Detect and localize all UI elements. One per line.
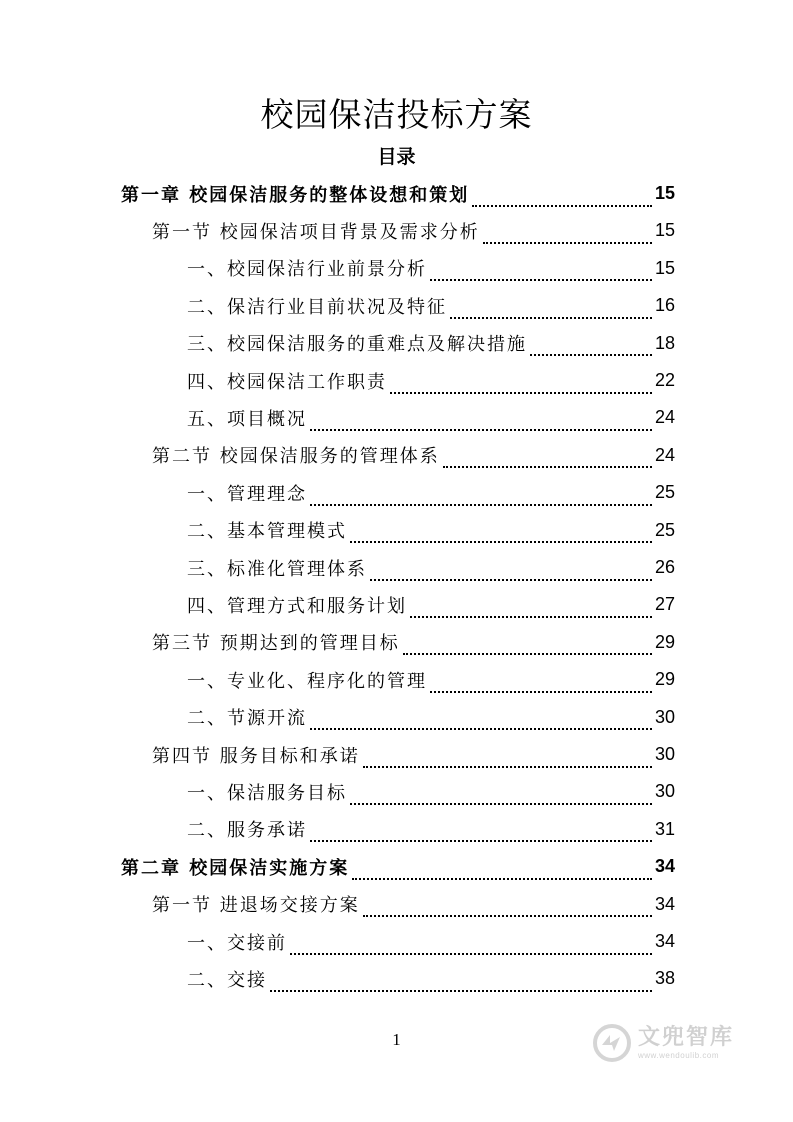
- toc-dot-leader: [430, 673, 652, 693]
- toc-entry-label: 五、项目概况: [187, 408, 307, 430]
- toc-entry-item[interactable]: [187, 586, 675, 623]
- page-title: 校园保洁投标方案: [260, 95, 533, 134]
- toc-dot-leader: [430, 261, 652, 281]
- toc-dot-leader: [310, 486, 652, 506]
- toc-entry-item[interactable]: [187, 399, 675, 436]
- toc-entry-label: 二、节源开流: [187, 708, 307, 730]
- toc-entry-page: 18: [654, 332, 675, 353]
- toc-entry-item[interactable]: [187, 250, 675, 287]
- toc-entry-label: 一、校园保洁行业前景分析: [187, 259, 427, 281]
- watermark: [592, 1018, 762, 1068]
- toc-dot-leader: [363, 897, 652, 917]
- toc-entry-chapter[interactable]: [121, 848, 675, 885]
- toc-entry-label: 二、保洁行业目前状况及特征: [187, 296, 447, 318]
- toc-entry-page: 34: [654, 931, 675, 951]
- toc-entry-label: 第二节 校园保洁服务的管理体系: [152, 446, 440, 468]
- toc-entry-item[interactable]: [187, 811, 675, 848]
- toc-entry-item[interactable]: [187, 325, 675, 362]
- toc-entry-label: 第二章 校园保洁实施方案: [121, 857, 350, 879]
- toc-entry-page: 16: [654, 295, 675, 316]
- toc-dot-leader: [483, 224, 652, 244]
- toc-entry-item[interactable]: [187, 923, 675, 960]
- toc-entry-page: 30: [654, 781, 675, 802]
- watermark-url: www.wendoulib.com: [638, 1051, 719, 1060]
- toc-entry-page: 24: [654, 407, 675, 428]
- toc-dot-leader: [443, 448, 652, 468]
- toc-entry-label: 第三节 预期达到的管理目标: [152, 633, 400, 655]
- toc-entry-section[interactable]: [152, 212, 675, 249]
- toc-entry-chapter[interactable]: [121, 175, 675, 212]
- toc-entry-page: 22: [654, 370, 675, 390]
- toc-entry-label: 第一节 校园保洁项目背景及需求分析: [152, 221, 480, 243]
- toc-dot-leader: [350, 523, 652, 543]
- toc-entry-label: 二、服务承诺: [187, 820, 307, 842]
- toc-entry-page: 25: [654, 519, 675, 540]
- toc-entry-label: 二、交接: [187, 969, 267, 991]
- toc-heading: 目录: [377, 146, 416, 168]
- toc-entry-page: 30: [654, 744, 675, 764]
- toc-entry-label: 三、校园保洁服务的重难点及解决措施: [187, 334, 527, 356]
- toc-entry-page: 29: [654, 631, 675, 652]
- toc-entry-page: 38: [654, 968, 675, 989]
- toc-dot-leader: [350, 785, 652, 805]
- toc-entry-page: 34: [654, 856, 675, 877]
- toc-entry-label: 第一节 进退场交接方案: [152, 895, 360, 917]
- toc-entry-section[interactable]: [152, 886, 675, 923]
- toc-dot-leader: [410, 598, 652, 618]
- toc-entry-page: 15: [654, 257, 675, 278]
- toc-entry-item[interactable]: [187, 661, 675, 698]
- toc-entry-label: 第一章 校园保洁服务的整体设想和策划: [121, 184, 470, 206]
- wendou-logo-icon: [592, 1023, 632, 1063]
- toc-entry-label: 四、校园保洁工作职责: [187, 371, 387, 393]
- watermark-name: 文兜智库: [638, 1025, 735, 1050]
- toc-entry-label: 一、交接前: [187, 932, 287, 954]
- toc-entry-item[interactable]: [187, 362, 675, 399]
- toc-entry-page: 30: [654, 706, 675, 727]
- toc-dot-leader: [310, 710, 652, 730]
- toc-entry-section[interactable]: [152, 624, 675, 661]
- toc-dot-leader: [310, 411, 652, 431]
- toc-dot-leader: [363, 748, 652, 768]
- toc-dot-leader: [270, 972, 652, 992]
- page-number: 1: [392, 1030, 401, 1049]
- toc-entry-label: 三、标准化管理体系: [187, 558, 367, 580]
- toc-entry-section[interactable]: [152, 437, 675, 474]
- toc-entry-page: 27: [654, 594, 675, 615]
- toc-entry-item[interactable]: [187, 699, 675, 736]
- toc-dot-leader: [370, 561, 652, 581]
- watermark-text: [638, 1025, 734, 1061]
- toc-entry-page: 15: [654, 183, 675, 203]
- toc-dot-leader: [352, 860, 652, 880]
- toc-entry-item[interactable]: [187, 960, 675, 997]
- toc-dot-leader: [530, 336, 652, 356]
- toc-entry-page: 25: [654, 482, 675, 503]
- toc-entry-label: 四、管理方式和服务计划: [187, 595, 407, 617]
- toc-entry-page: 15: [654, 220, 675, 241]
- toc-entry-page: 24: [654, 444, 675, 465]
- toc-entry-item[interactable]: [187, 287, 675, 324]
- toc-entry-label: 一、管理理念: [187, 483, 307, 505]
- toc-entry-label: 二、基本管理模式: [187, 521, 347, 543]
- toc-entry-page: 29: [654, 669, 675, 690]
- toc-entry-item[interactable]: [187, 549, 675, 586]
- toc-entry-page: 34: [654, 893, 675, 914]
- toc-entry-label: 一、保洁服务目标: [187, 782, 347, 804]
- toc-entry-label: 一、专业化、程序化的管理: [187, 670, 427, 692]
- toc-dot-leader: [472, 187, 652, 207]
- toc-dot-leader: [450, 299, 652, 319]
- toc-entry-item[interactable]: [187, 474, 675, 511]
- toc-dot-leader: [403, 635, 652, 655]
- toc-entry-section[interactable]: [152, 736, 675, 773]
- toc-dot-leader: [390, 374, 652, 394]
- toc-entry-item[interactable]: [187, 773, 675, 810]
- toc-dot-leader: [310, 822, 652, 842]
- toc-entry-page: 26: [654, 557, 675, 577]
- toc-entry-item[interactable]: [187, 512, 675, 549]
- toc-entry-label: 第四节 服务目标和承诺: [152, 745, 360, 767]
- toc-dot-leader: [290, 935, 652, 955]
- toc-entry-page: 31: [654, 818, 675, 839]
